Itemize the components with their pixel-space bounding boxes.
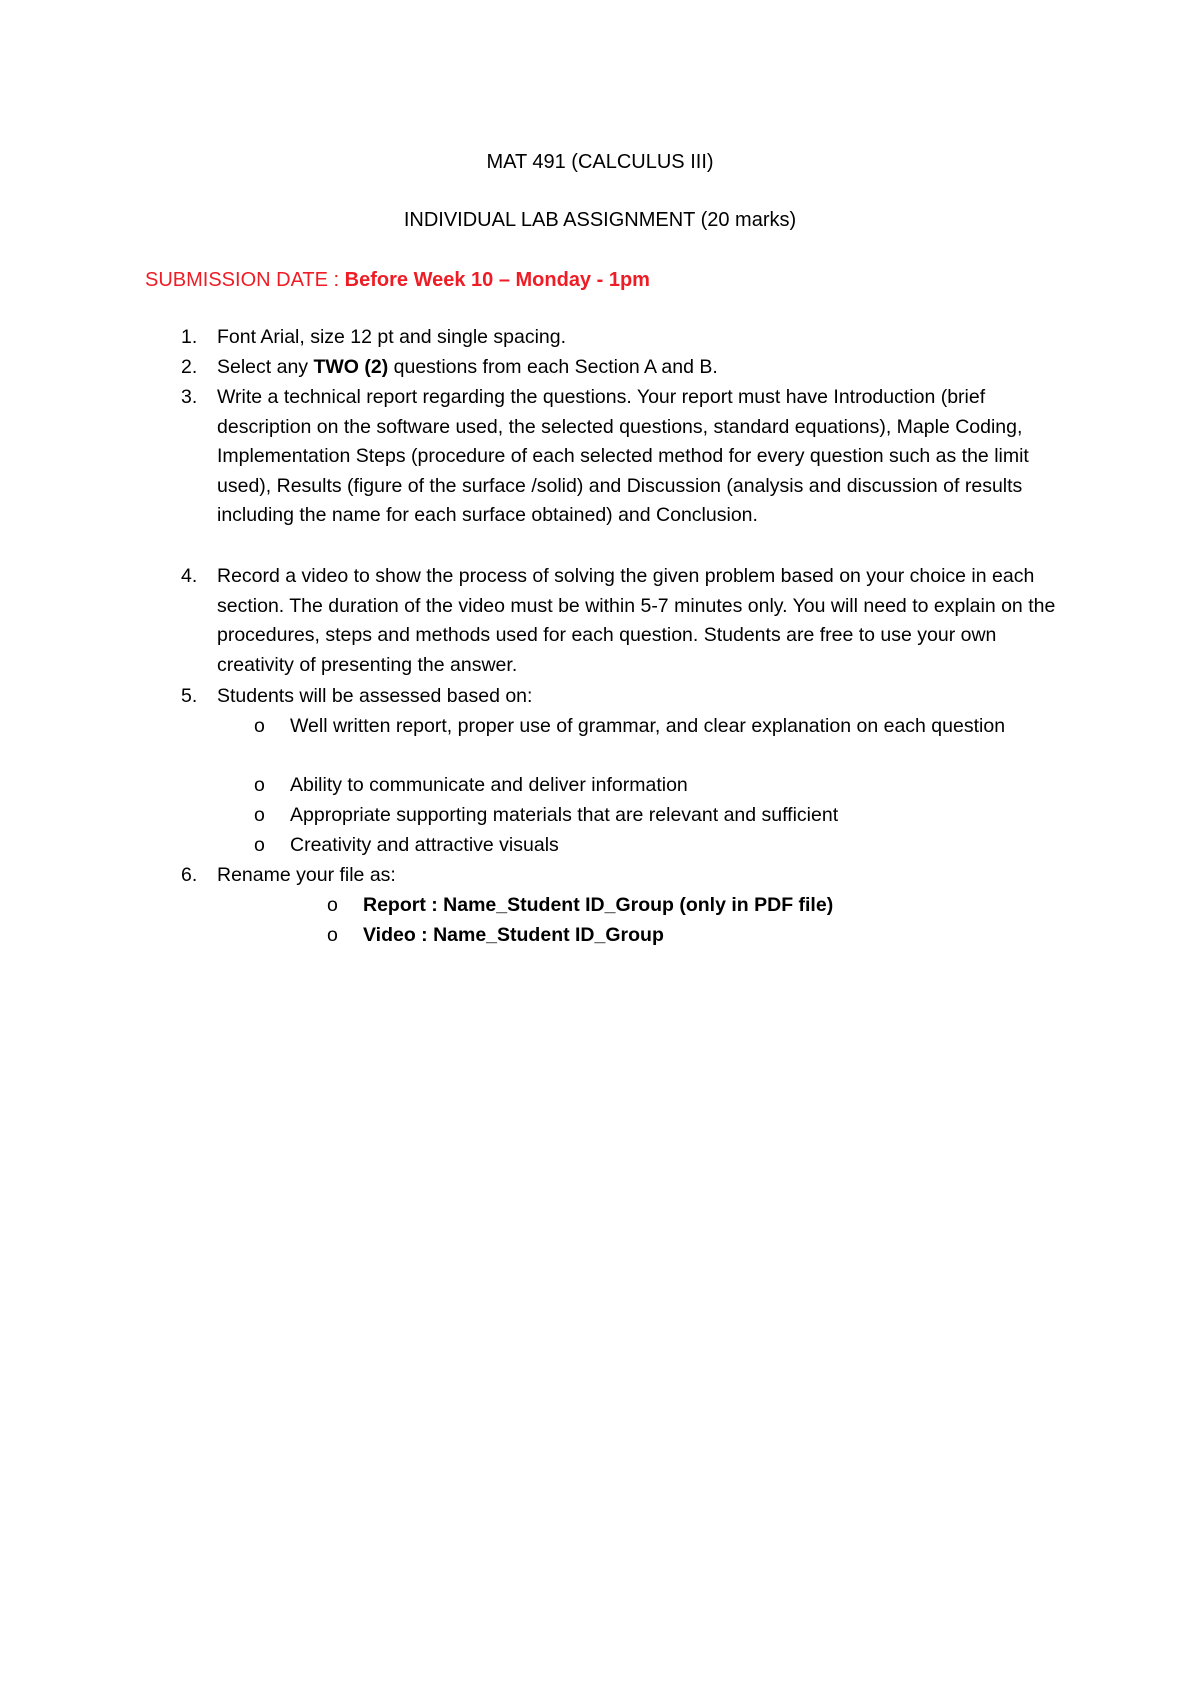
bullet-icon: o	[254, 715, 265, 737]
list-item-text: Write a technical report regarding the questions. Your report must have Introduction (brief description on the software used, the selected questions, standard equations), Maple Coding, Implementation Steps (procedure of each selected method for every question such as the limit used), Results (figure of the surface /solid) and Discussion (analysis and discussion of results including the name for each surface obtained) and Conclusion.	[217, 386, 1029, 526]
list-item	[181, 383, 1081, 563]
list-item	[181, 353, 1081, 383]
list-item-text: Students will be assessed based on:	[217, 685, 533, 707]
bullet-icon: o	[254, 774, 265, 796]
list-number: 6.	[181, 864, 198, 886]
list-item-text: Font Arial, size 12 pt and single spacing.	[217, 326, 567, 348]
bullet-icon: o	[327, 894, 338, 916]
assignment-subtitle: INDIVIDUAL LAB ASSIGNMENT (20 marks)	[403, 209, 797, 231]
bullet-text: Well written report, proper use of grammar, and clear explanation on each question	[290, 715, 1006, 737]
bullet-item	[327, 891, 1087, 921]
bullet-item	[254, 712, 1054, 772]
list-number: 4.	[181, 565, 198, 587]
submission-date	[145, 266, 650, 294]
bullet-icon: o	[254, 834, 265, 856]
text-segment: questions from each Section A and B.	[388, 356, 718, 378]
list-number: 1.	[181, 326, 198, 348]
list-number: 2.	[181, 356, 198, 378]
list-item	[181, 323, 1081, 353]
submission-label: SUBMISSION DATE :	[145, 269, 345, 291]
bullet-item	[254, 831, 1054, 861]
bullet-text: Video : Name_Student ID_Group	[363, 924, 664, 946]
page-title: MAT 491 (CALCULUS III)	[486, 151, 714, 173]
list-number: 5.	[181, 685, 198, 707]
bullet-item	[254, 771, 1054, 801]
list-item-text: Rename your file as:	[217, 864, 396, 886]
bullet-item	[254, 801, 1054, 831]
bullet-text: Ability to communicate and deliver information	[290, 774, 688, 796]
bullet-text: Appropriate supporting materials that are relevant and sufficient	[290, 804, 839, 826]
bullet-text: Creativity and attractive visuals	[290, 834, 559, 856]
list-item	[181, 861, 1081, 891]
bullet-item	[327, 921, 1087, 951]
list-item	[181, 562, 1081, 682]
list-item-text: Record a video to show the process of solving the given problem based on your choice in each section. The duration of the video must be within 5-7 minutes only. You will need to explain on the procedures, steps and methods used for each question. Students are free to use your own creativity of presenting the answer.	[217, 565, 1056, 676]
submission-value: Before Week 10 – Monday - 1pm	[344, 269, 650, 291]
list-number: 3.	[181, 386, 198, 408]
emphasis-text: TWO (2)	[313, 356, 389, 378]
bullet-icon: o	[254, 804, 265, 826]
list-item-text	[217, 353, 1067, 383]
text-segment: Select any	[217, 356, 314, 378]
list-item	[181, 682, 1081, 712]
bullet-icon: o	[327, 924, 338, 946]
bullet-text: Report : Name_Student ID_Group (only in PDF file)	[363, 894, 834, 916]
